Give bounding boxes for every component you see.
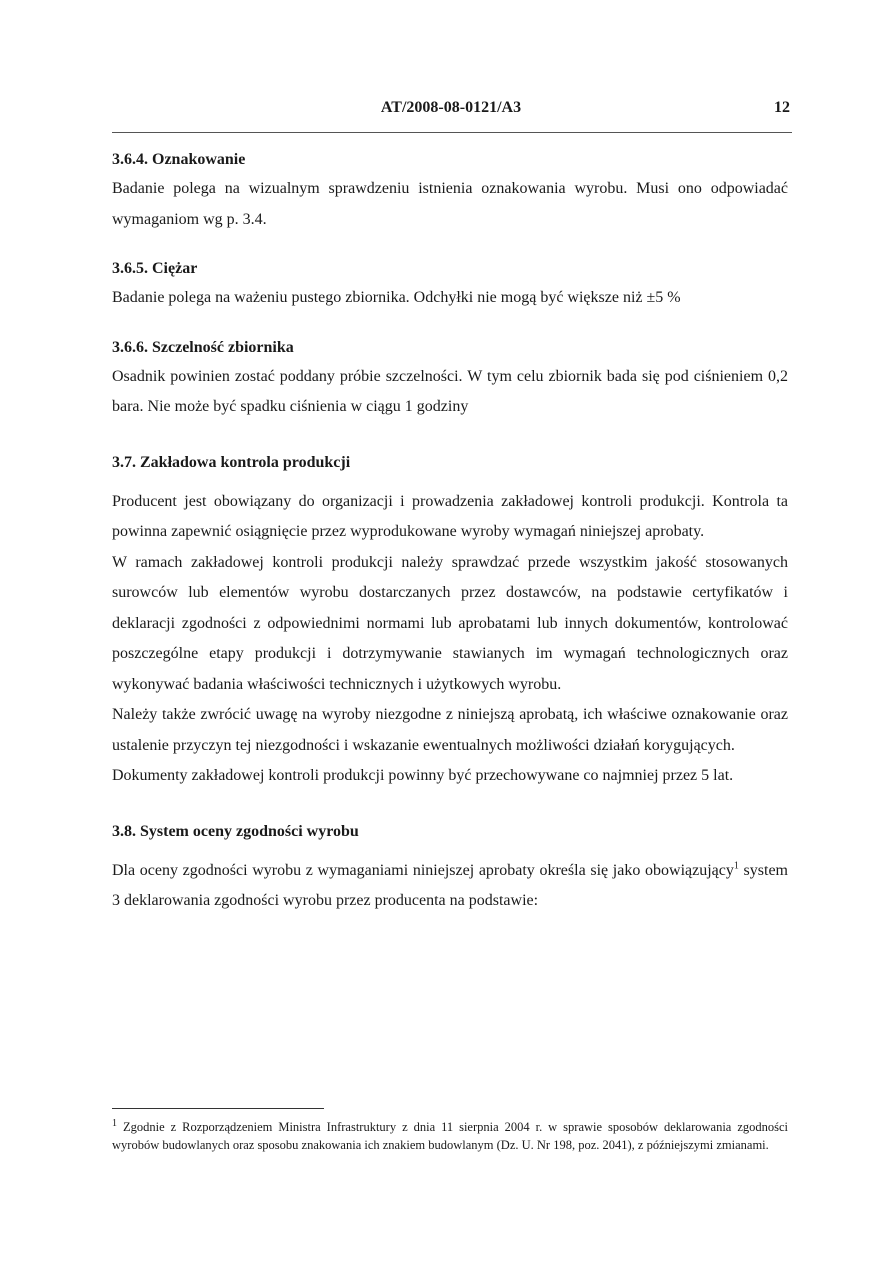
section-paragraph: W ramach zakładowej kontroli produkcji należy sprawdzać przede wszystkim jakość stosowanych surowców lub elementów wyrobu dostarczanych przez dostawców, na podstawie certyfikatów i deklaracji zgodności z odpowiednimi normami lub aprobatami lub innych dokumentów, kontrolować poszczególne etapy produkcji i dotrzymywanie stawianych im wymagań technologicznych oraz wykonywać badania właściwości technicznych i użytkowych wyrobu.	[112, 553, 788, 693]
section-paragraph: Osadnik powinien zostać poddany próbie szczelności. W tym celu zbiornik bada się pod ciśnieniem 0,2 bara. Nie może być spadku ciśnienia w ciągu 1 godziny	[112, 367, 788, 415]
section-paragraph	[112, 856, 788, 917]
section-3-6-4	[112, 146, 788, 235]
footnote	[112, 1118, 788, 1154]
section-paragraph: Badanie polega na wizualnym sprawdzeniu istnienia oznakowania wyrobu. Musi ono odpowiadać wymaganiom wg p. 3.4.	[112, 180, 788, 228]
section-paragraph: Producent jest obowiązany do organizacji i prowadzenia zakładowej kontroli produkcji. Kontrola ta powinna zapewnić osiągnięcie przez wyprodukowane wyroby wymagań niniejszej aprobaty.	[112, 492, 788, 540]
section-paragraph: Należy także zwrócić uwagę na wyroby niezgodne z niniejszą aprobatą, ich właściwe oznakowanie oraz ustalenie przyczyn tej niezgodności i wskazanie ewentualnych możliwości działań korygujących.	[112, 706, 788, 754]
page-content	[112, 146, 788, 917]
footnote-text: Zgodnie z Rozporządzeniem Ministra Infrastruktury z dnia 11 sierpnia 2004 r. w sprawie sposobów deklarowania zgodności wyrobów budowlanych oraz sposobu znakowania ich znakiem budowlanym (Dz. U. Nr 198, poz. 2041), z późniejszymi zmianami.	[112, 1120, 788, 1152]
section-3-6-6	[112, 334, 788, 423]
section-heading: 3.7. Zakładowa kontrola produkcji	[112, 453, 351, 471]
footnote-reference: 1	[733, 860, 739, 872]
section-paragraph: Dokumenty zakładowej kontroli produkcji powinny być przechowywane co najmniej przez 5 lat.	[112, 767, 734, 784]
section-heading: 3.6.6. Szczelność zbiornika	[112, 338, 294, 356]
page-header	[110, 96, 792, 120]
paragraph-text: system 3 deklarowania zgodności wyrobu przez producenta na podstawie:	[112, 861, 788, 909]
footnote-divider	[112, 1108, 324, 1109]
section-heading: 3.6.4. Oznakowanie	[112, 151, 246, 168]
section-3-6-5	[112, 255, 788, 314]
section-3-8	[112, 818, 788, 917]
paragraph-text: Dla oceny zgodności wyrobu z wymaganiami niniejszej aprobaty określa się jako obowiązujący	[112, 861, 734, 879]
header-divider	[112, 132, 792, 133]
section-heading: 3.8. System oceny zgodności wyrobu	[112, 822, 359, 840]
page-number: 12	[774, 99, 790, 116]
footnote-mark: 1	[112, 1117, 117, 1129]
section-heading: 3.6.5. Ciężar	[112, 260, 198, 277]
section-3-7	[112, 449, 788, 792]
section-paragraph: Badanie polega na ważeniu pustego zbiornika. Odchyłki nie mogą być większe niż ±5 %	[112, 289, 681, 306]
document-number: AT/2008-08-0121/A3	[380, 99, 522, 116]
